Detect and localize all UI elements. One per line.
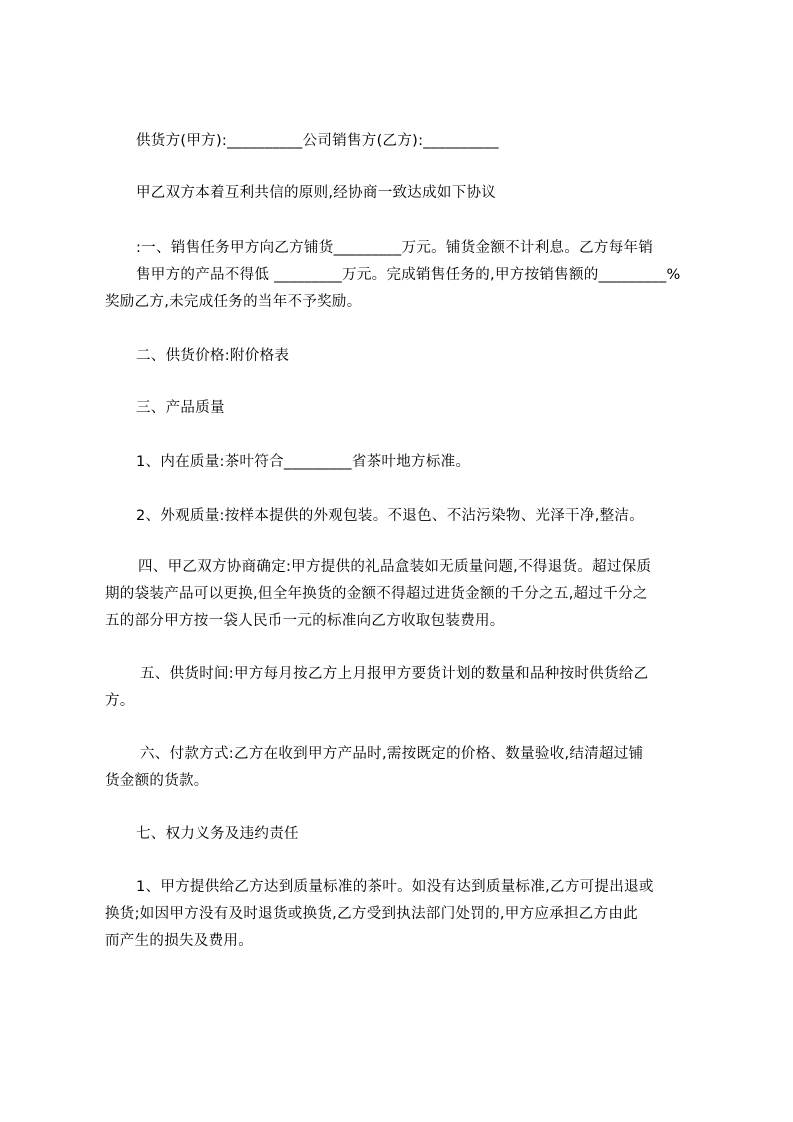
clause-1-line-3: 奖励乙方,未完成任务的当年不予奖励。: [105, 294, 362, 310]
clause-7-item-1-line-3: 而产生的损失及费用。: [105, 933, 253, 949]
clause-1-line-1: :一、销售任务甲方向乙方铺货_________万元。铺货金额不计利息。乙方每年销: [136, 240, 654, 256]
agreement-intro: 甲乙双方本着互利共信的原则,经协商一致达成如下协议: [136, 185, 497, 201]
clause-4-line-3: 五的部分甲方按一袋人民币一元的标准向乙方收取包装费用。: [105, 613, 505, 629]
clause-5-line-1: 五、供货时间:甲方每月按乙方上月报甲方要货计划的数量和品种按时供货给乙: [140, 666, 649, 682]
party-line: 供货方(甲方):__________公司销售方(乙方):__________: [136, 133, 499, 149]
clause-2-heading: 二、供货价格:附价格表: [136, 348, 290, 364]
clause-7-item-1-line-2: 换货;如因甲方没有及时退货或换货,乙方受到执法部门处罚的,甲方应承担乙方由此: [105, 906, 638, 922]
clause-6-line-1: 六、付款方式:乙方在收到甲方产品时,需按既定的价格、数量验收,结清超过铺: [140, 746, 644, 762]
clause-7-item-1-line-1: 1、甲方提供给乙方达到质量标准的茶叶。如没有达到质量标准,乙方可提出退或: [136, 879, 654, 895]
clause-1-line-2: 售甲方的产品不得低 _________万元。完成销售任务的,甲方按销售额的_________%: [136, 267, 681, 283]
clause-6-line-2: 货金额的货款。: [105, 773, 209, 789]
clause-4-line-2: 期的袋装产品可以更换,但全年换货的金额不得超过进货金额的千分之五,超过千分之: [105, 586, 648, 602]
clause-7-heading: 七、权力义务及违约责任: [136, 826, 299, 842]
clause-3-item-2: 2、外观质量:按样本提供的外观包装。不退色、不沾污染物、光泽干净,整洁。: [136, 508, 645, 524]
clause-3-item-1: 1、内在质量:茶叶符合_________省茶叶地方标准。: [136, 454, 471, 470]
clause-3-heading: 三、产品质量: [136, 400, 225, 416]
clause-5-line-2: 方。: [105, 693, 135, 709]
clause-4-line-1: 四、甲乙双方协商确定:甲方提供的礼品盒装如无质量问题,不得退货。超过保质: [138, 559, 652, 575]
